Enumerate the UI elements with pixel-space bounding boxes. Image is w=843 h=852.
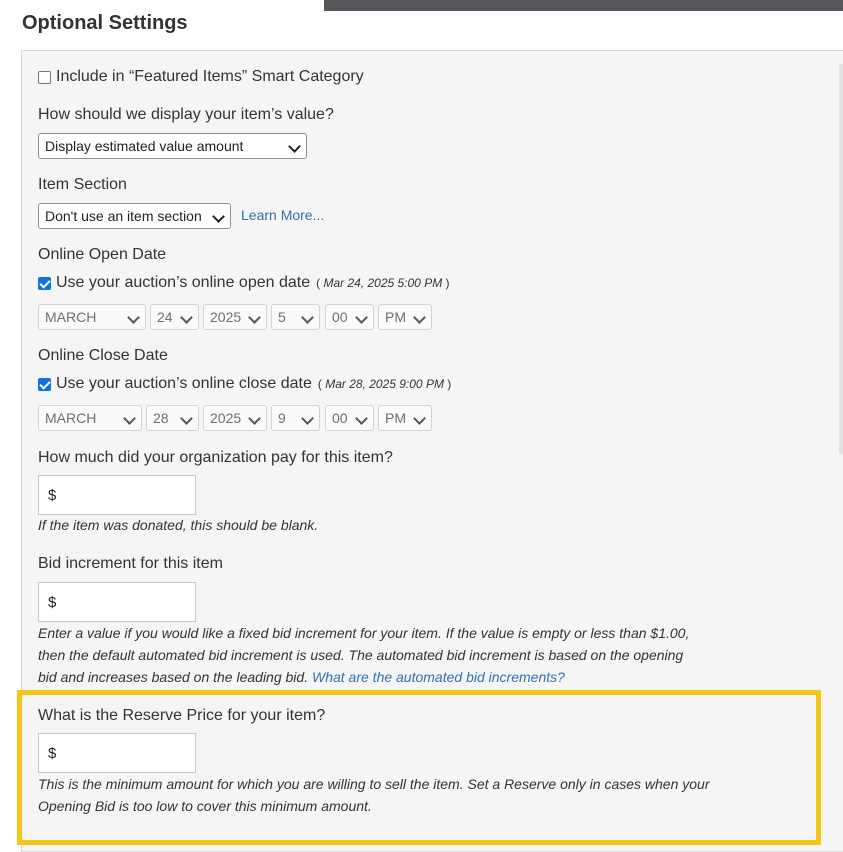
close-date-checkbox-row[interactable] [38,375,451,393]
open-year-select[interactable]: 2025 [203,304,267,330]
reserve-price-label: What is the Reserve Price for your item? [38,707,326,724]
close-ampm-select[interactable]: PM [378,405,432,431]
display-value-selected: Display estimated value amount [45,138,244,154]
close-date-hint: ( Mar 28, 2025 9:00 PM ) [317,377,452,391]
close-date-checkbox-label: Use your auction’s online close date [56,375,312,392]
display-value-select[interactable] [38,133,307,159]
learn-more-link[interactable]: Learn More... [241,207,325,223]
chevron-down-icon [180,412,193,425]
bid-increment-field[interactable] [38,582,196,622]
bid-increment-label: Bid increment for this item [38,555,223,572]
chevron-down-icon [355,311,368,324]
open-ampm-select[interactable]: PM [378,304,432,330]
open-date-checkbox[interactable] [38,277,51,290]
close-date-label: Online Close Date [38,347,168,364]
featured-checkbox[interactable] [38,71,51,84]
chevron-down-icon [413,412,426,425]
currency-symbol: $ [48,593,57,611]
org-paid-field[interactable] [38,475,196,515]
currency-symbol: $ [48,744,57,762]
chevron-down-icon [123,412,136,425]
open-month-select[interactable]: MARCH [38,304,146,330]
reserve-price-input[interactable] [58,745,178,762]
chevron-down-icon [248,311,261,324]
bid-increment-help-line: Enter a value if you would like a fixed bid increment for your item. If the value is empty or less than $1.00, [38,625,690,641]
open-date-checkbox-label: Use your auction’s online open date [56,274,311,291]
bid-increment-help [38,622,798,688]
currency-symbol: $ [48,486,57,504]
item-section-selected: Don't use an item section [45,208,202,224]
chevron-down-icon [127,311,140,324]
top-bar [324,0,843,11]
bid-increment-help-line: bid and increases based on the leading bid. What are the automated bid increments? [38,669,565,685]
scrollbar-track[interactable] [839,64,843,454]
open-date-label: Online Open Date [38,246,167,263]
close-month-select[interactable]: MARCH [38,405,142,431]
reserve-price-field[interactable] [38,733,196,773]
chevron-down-icon [248,412,261,425]
section-title: Optional Settings [22,12,188,34]
open-minute-select[interactable]: 00 [325,304,374,330]
chevron-down-icon [212,210,225,223]
featured-row[interactable] [38,68,364,86]
item-section-select[interactable] [38,203,231,229]
close-year-select[interactable]: 2025 [203,405,267,431]
bid-increment-help-line: then the default automated bid increment is used. The automated bid increment is based on the opening [38,647,684,663]
close-date-checkbox[interactable] [38,378,51,391]
open-hour-select[interactable]: 5 [271,304,320,330]
item-section-label: Item Section [38,176,127,193]
reserve-price-help [38,773,798,817]
close-minute-select[interactable]: 00 [325,405,374,431]
open-date-checkbox-row[interactable] [38,274,450,292]
chevron-down-icon [301,412,314,425]
open-day-select[interactable]: 24 [150,304,199,330]
chevron-down-icon [288,140,301,153]
org-paid-label: How much did your organization pay for this item? [38,449,393,466]
close-day-select[interactable]: 28 [146,405,199,431]
chevron-down-icon [301,311,314,324]
display-value-label: How should we display your item’s value? [38,106,334,123]
close-hour-select[interactable]: 9 [271,405,320,431]
bid-increment-input[interactable] [58,594,178,611]
org-paid-help: If the item was donated, this should be blank. [38,517,319,533]
chevron-down-icon [355,412,368,425]
chevron-down-icon [413,311,426,324]
reserve-help-line: Opening Bid is too low to cover this minimum amount. [38,798,372,814]
featured-label: Include in “Featured Items” Smart Category [56,68,364,85]
open-date-hint: ( Mar 24, 2025 5:00 PM ) [316,276,450,290]
reserve-help-line: This is the minimum amount for which you are willing to sell the item. Set a Reserve only in cases when your [38,776,710,792]
org-paid-input[interactable] [58,487,178,504]
chevron-down-icon [180,311,193,324]
automated-bid-increments-link[interactable]: What are the automated bid increments? [311,669,565,685]
